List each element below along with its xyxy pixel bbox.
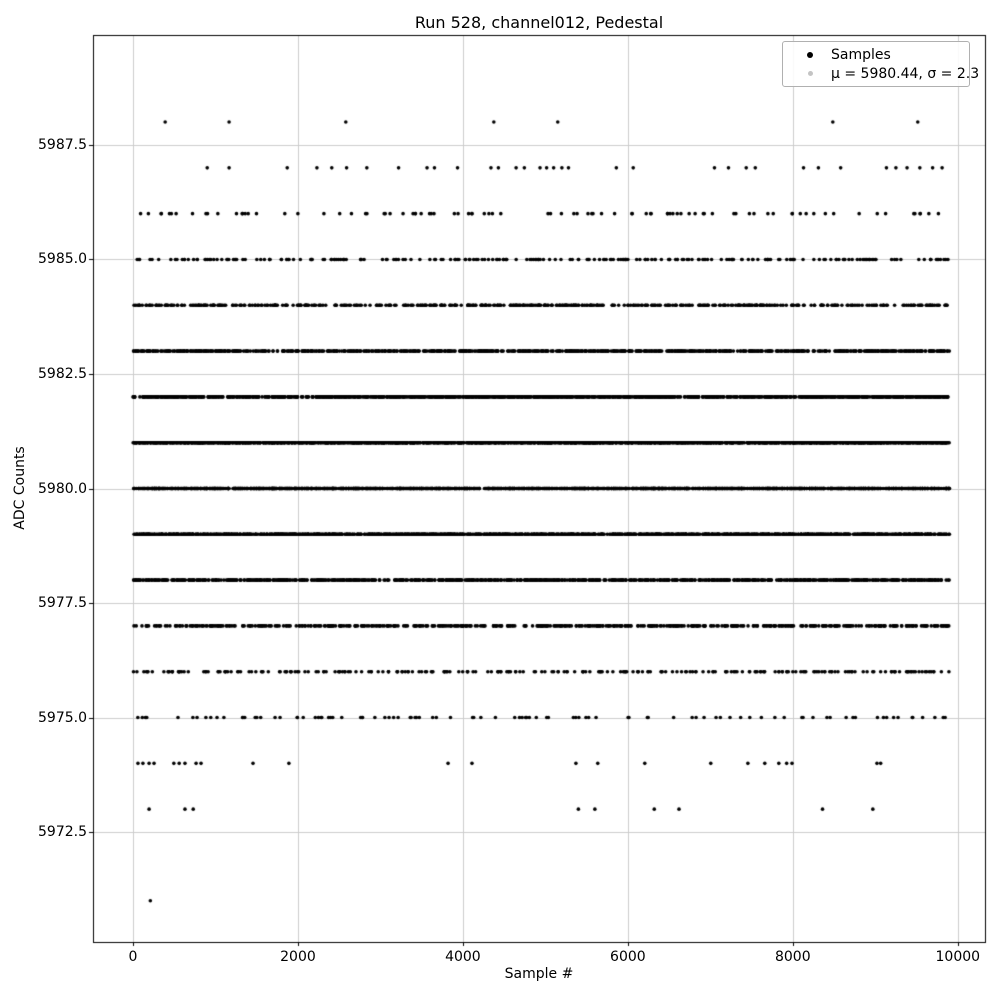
x-axis-label: Sample #: [504, 966, 574, 982]
x-tick-label: 8000: [774, 949, 811, 965]
legend-marker-column: [789, 71, 831, 76]
y-tick-label: 5982.5: [38, 365, 87, 382]
y-tick-label: 5977.5: [38, 595, 87, 612]
legend: [782, 41, 980, 87]
y-axis-label: ADC Counts: [12, 446, 28, 530]
legend-marker-column: [789, 52, 831, 58]
mu-sigma-marker-icon: [808, 71, 813, 76]
samples-marker-icon: [807, 52, 813, 58]
y-tick-label: 5980.0: [38, 480, 87, 497]
y-tick-label: 5972.5: [38, 824, 87, 841]
x-tick-label: 10000: [935, 949, 981, 965]
legend-entry-samples: [789, 45, 963, 64]
legend-label-samples: Samples: [831, 46, 891, 63]
x-tick-label: 4000: [445, 949, 481, 965]
chart-title: Run 528, channel012, Pedestal: [414, 13, 664, 32]
x-tick-label: 6000: [610, 949, 646, 965]
y-tick-label: 5985.0: [38, 251, 87, 268]
y-tick-label: 5975.0: [38, 709, 87, 726]
x-tick-label: 0: [128, 949, 138, 965]
legend-entry-mu-sigma: [789, 64, 980, 83]
y-tick-label: 5987.5: [38, 136, 87, 153]
x-tick-label: 2000: [280, 949, 316, 965]
legend-label-mu-sigma: μ = 5980.44, σ = 2.3: [831, 65, 980, 82]
